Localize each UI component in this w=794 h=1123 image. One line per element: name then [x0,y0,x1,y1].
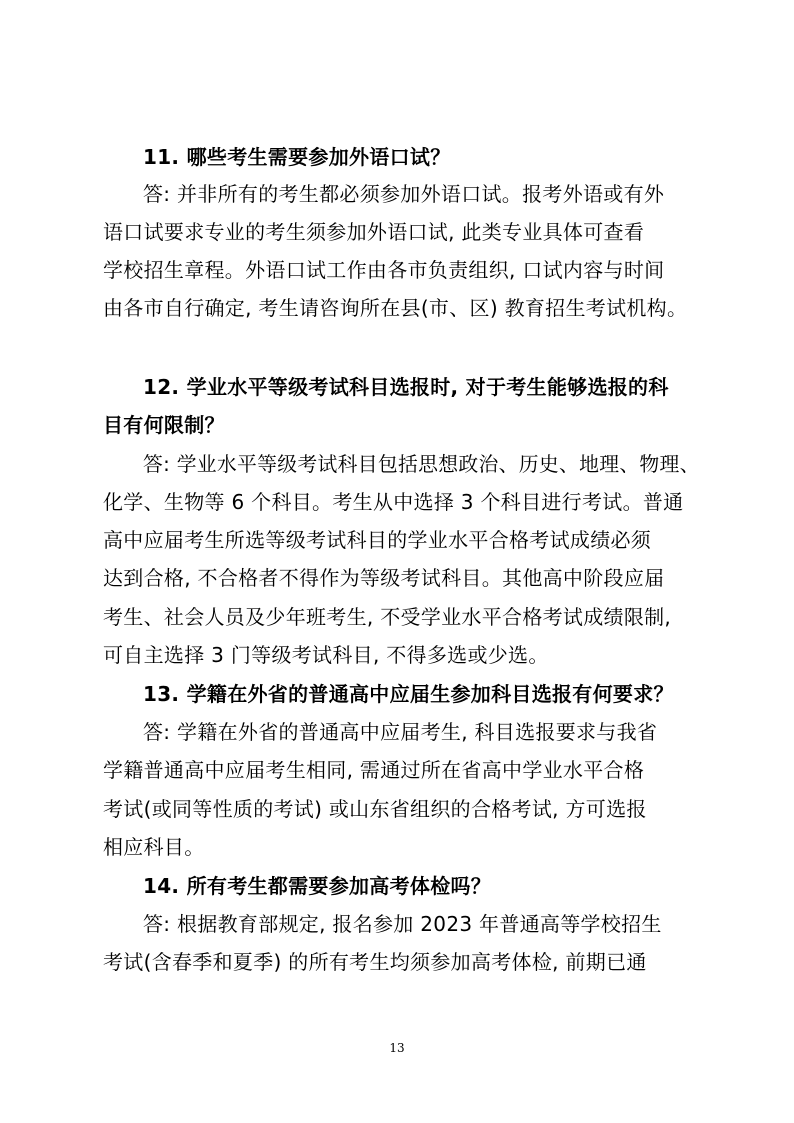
answer-11-line-3: 学校招生章程。外语口试工作由各市负责组织, 口试内容与时间 [103,258,665,282]
question-12-line-2: 目有何限制？ [103,413,225,437]
answer-11-line-2: 语口试要求专业的考生须参加外语口试, 此类专业具体可查看 [103,220,645,244]
answer-13-line-2: 学籍普通高中应届考生相同, 需通过所在省高中学业水平合格 [103,758,645,782]
answer-13-line-4: 相应科目。 [103,835,205,859]
answer-12-line-3: 高中应届考生所选等级考试科目的学业水平合格考试成绩必须 [103,528,652,552]
answer-14-line-2: 考试(含春季和夏季) 的所有考生均须参加高考体检, 前期已通 [103,950,647,974]
question-14: 14. 所有考生都需要参加高考体检吗？ [143,874,492,898]
answer-12-line-5: 考生、社会人员及少年班考生, 不受学业水平合格考试成绩限制, [103,605,672,629]
question-11: 11. 哪些考生需要参加外语口试？ [143,145,451,169]
answer-13-line-3: 考试(或同等性质的考试) 或山东省组织的合格考试, 方可选报 [103,797,647,821]
answer-14-line-1: 答: 根据教育部规定, 报名参加 2023 年普通高等学校招生 [143,912,662,936]
answer-12-line-6: 可自主选择 3 门等级考试科目, 不得多选或少选。 [103,643,549,667]
answer-13-line-1: 答: 学籍在外省的普通高中应届考生, 科目选报要求与我省 [143,720,658,744]
answer-12-line-4: 达到合格, 不合格者不得作为等级考试科目。其他高中阶段应届 [103,566,665,590]
question-12-line-1: 12. 学业水平等级考试科目选报时, 对于考生能够选报的科 [143,375,669,399]
question-13: 13. 学籍在外省的普通高中应届生参加科目选报有何要求？ [143,682,674,706]
page-number: 13 [389,1041,405,1055]
answer-12-line-1: 答: 学业水平等级考试科目包括思想政治、历史、地理、物理、 [143,452,700,476]
answer-11-line-4: 由各市自行确定, 考生请咨询所在县(市、区) 教育招生考试机构。 [103,296,688,320]
answer-11-line-1: 答: 并非所有的考生都必须参加外语口试。报考外语或有外 [143,182,665,206]
answer-12-line-2: 化学、生物等 6 个科目。考生从中选择 3 个科目进行考试。普通 [103,490,684,514]
